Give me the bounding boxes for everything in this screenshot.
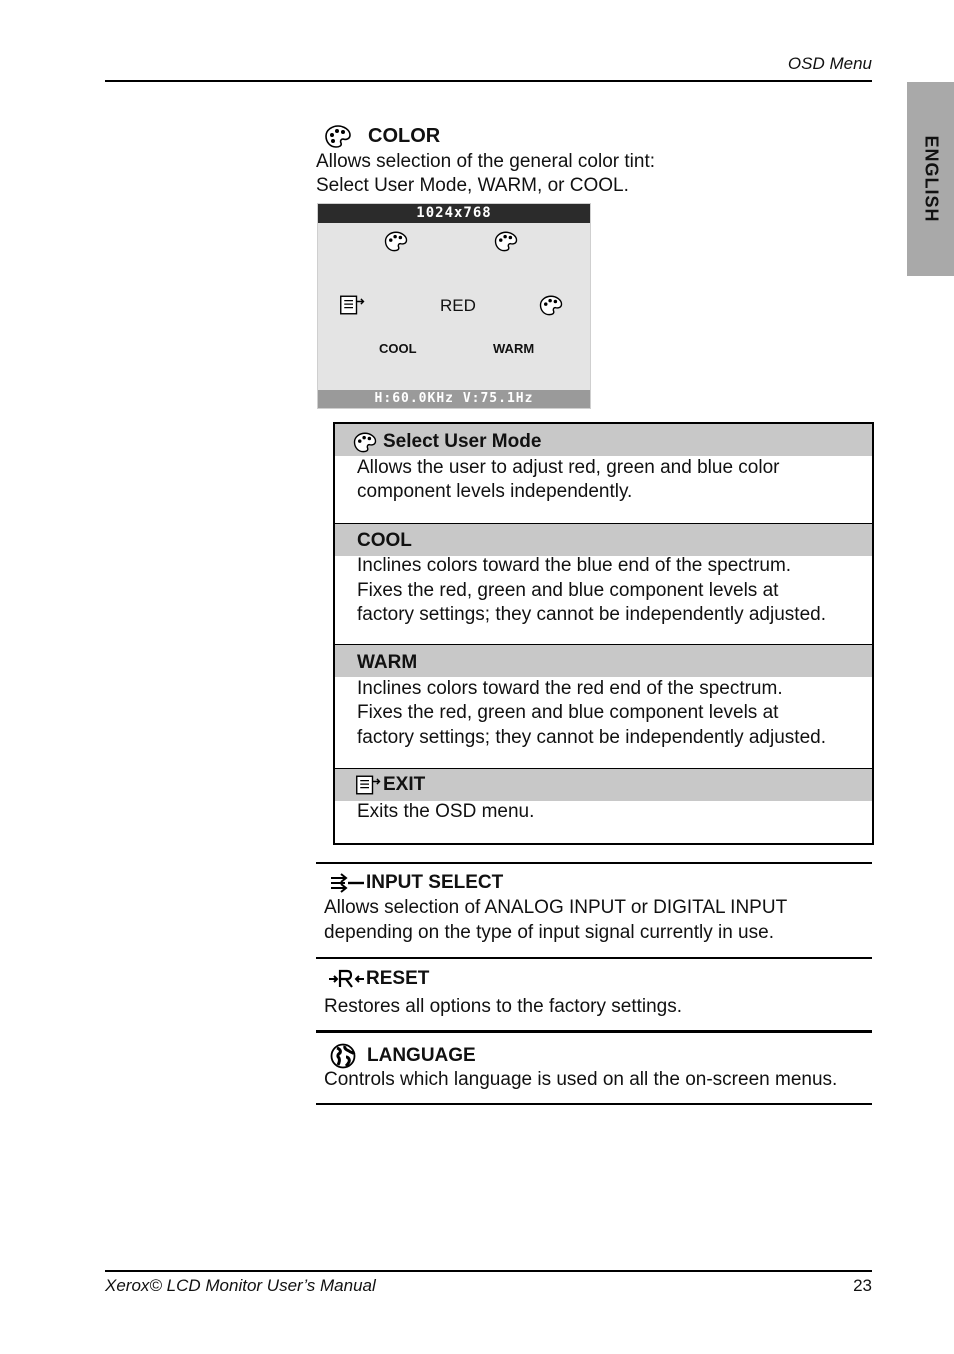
page-number: 23: [853, 1276, 872, 1295]
option-line: Inclines colors toward the blue end of the spectrum.: [357, 555, 792, 576]
option-line: factory settings; they cannot be independently adjusted.: [357, 604, 826, 625]
osd-screenshot: [317, 203, 591, 409]
palette-icon: [537, 294, 565, 316]
color-desc-line-1: Allows selection of the general color tint:: [316, 151, 656, 172]
palette-icon: [492, 230, 520, 252]
exit-icon: [339, 294, 367, 316]
language-side-tab-label: ENGLISH: [921, 135, 941, 223]
footer-rule: [105, 1270, 872, 1272]
section-rule: [316, 957, 872, 959]
option-line: Inclines colors toward the red end of the spectrum.: [357, 678, 783, 699]
section-rule: [316, 1030, 872, 1033]
reset-heading: RESET: [328, 968, 429, 990]
color-options-table: [333, 422, 874, 845]
option-band: [335, 524, 872, 556]
osd-resolution: 1024x768: [318, 204, 590, 223]
option-line: Fixes the red, green and blue component levels at: [357, 580, 779, 601]
option-title-exit: EXIT: [355, 774, 425, 796]
option-title-warm: WARM: [357, 652, 418, 673]
palette-icon: [322, 124, 354, 148]
color-heading: [322, 124, 440, 148]
osd-cool-label: COOL: [379, 341, 417, 356]
language-side-tab: [907, 82, 954, 276]
exit-icon: [355, 774, 383, 796]
osd-frequency: H:60.0KHz V:75.1Hz: [318, 390, 590, 408]
palette-icon: [382, 230, 410, 252]
osd-warm-label: WARM: [493, 341, 535, 356]
section-rule: [316, 862, 872, 864]
reset-desc-line: Restores all options to the factory settings.: [324, 996, 683, 1017]
input-select-desc-line: Allows selection of ANALOG INPUT or DIGITAL INPUT: [324, 897, 788, 918]
reset-icon: [328, 968, 366, 990]
section-rule: [316, 1103, 872, 1105]
option-title-user-mode: Select User Mode: [351, 431, 541, 453]
input-select-desc-line: depending on the type of input signal currently in use.: [324, 922, 774, 943]
option-line: component levels independently.: [357, 481, 633, 502]
globe-icon: [328, 1043, 358, 1069]
option-line: Allows the user to adjust red, green and blue color: [357, 457, 780, 478]
language-heading: LANGUAGE: [328, 1043, 476, 1069]
osd-center-label: RED: [440, 296, 476, 315]
option-line: factory settings; they cannot be independently adjusted.: [357, 727, 826, 748]
running-header: OSD Menu: [787, 54, 872, 73]
option-line: Exits the OSD menu.: [357, 801, 535, 822]
language-desc-line: Controls which language is used on all the on-screen menus.: [324, 1069, 838, 1090]
header-rule: [105, 80, 872, 82]
input-select-heading: INPUT SELECT: [328, 872, 503, 894]
palette-icon: [351, 431, 379, 453]
footer-manual-title: Xerox© LCD Monitor User’s Manual: [105, 1276, 376, 1295]
input-select-icon: [328, 872, 366, 894]
color-title: COLOR: [368, 124, 441, 147]
color-desc-line-2: Select User Mode, WARM, or COOL.: [316, 175, 629, 196]
option-title-cool: COOL: [357, 530, 412, 551]
option-line: Fixes the red, green and blue component levels at: [357, 702, 779, 723]
